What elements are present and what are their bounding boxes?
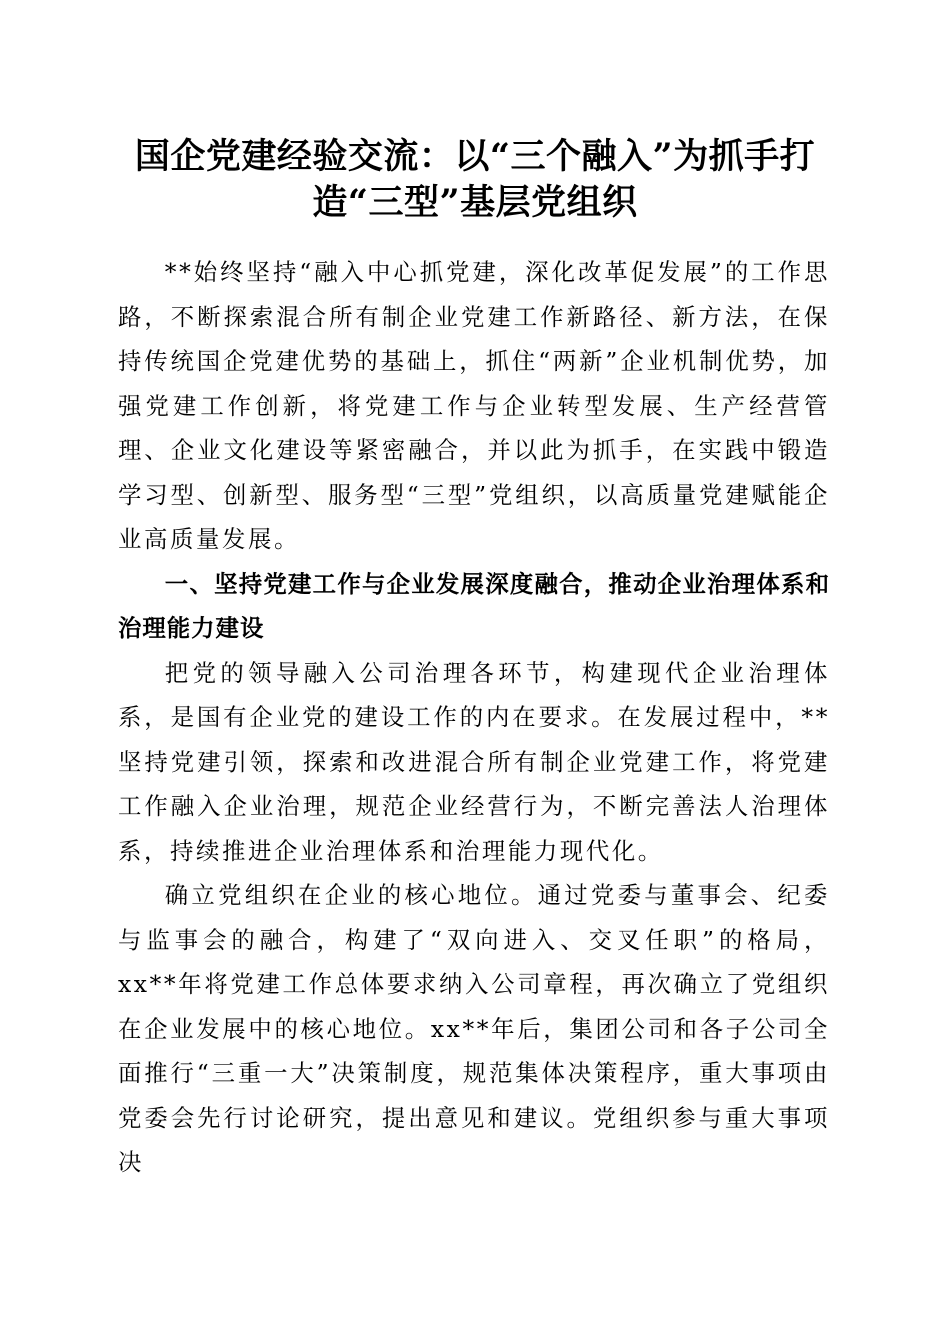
section-1-paragraph-2: 确立党组织在企业的核心地位。通过党委与董事会、纪委与监事会的融合，构建了“双向进入、交叉任职”的格局，xx**年将党建工作总体要求纳入公司章程，再次确立了党组织在企业发展中的核心地位。xx**年后，集团公司和各子公司全面推行“三重一大”决策制度，规范集体决策程序，重大事项由党委会先行讨论研究，提出意见和建议。党组织参与重大事项决 — [118, 881, 830, 1176]
intro-paragraph: **始终坚持“融入中心抓党建，深化改革促发展”的工作思路，不断探索混合所有制企业党建工作新路径、新方法，在保持传统国企党建优势的基础上，抓住“两新”企业机制优势，加强党建工作创新，将党建工作与企业转型发展、生产经营管理、企业文化建设等紧密融合，并以此为抓手，在实践中锻造学习型、创新型、服务型“三型”党组织，以高质量党建赋能企业高质量发展。 — [118, 258, 830, 553]
section-1-paragraph-1: 把党的领导融入公司治理各环节，构建现代企业治理体系，是国有企业党的建设工作的内在要求。在发展过程中，**坚持党建引领，探索和改进混合所有制企业党建工作，将党建工作融入企业治理，规范企业经营行为，不断完善法人治理体系，持续推进企业治理体系和治理能力现代化。 — [118, 658, 830, 865]
section-heading-1: 一、坚持党建工作与企业发展深度融合，推动企业治理体系和治理能力建设 — [118, 569, 830, 642]
document-body — [118, 250, 830, 1185]
document-title: 国企党建经验交流：以“三个融入”为抓手打造“三型”基层党组织 — [134, 136, 816, 223]
